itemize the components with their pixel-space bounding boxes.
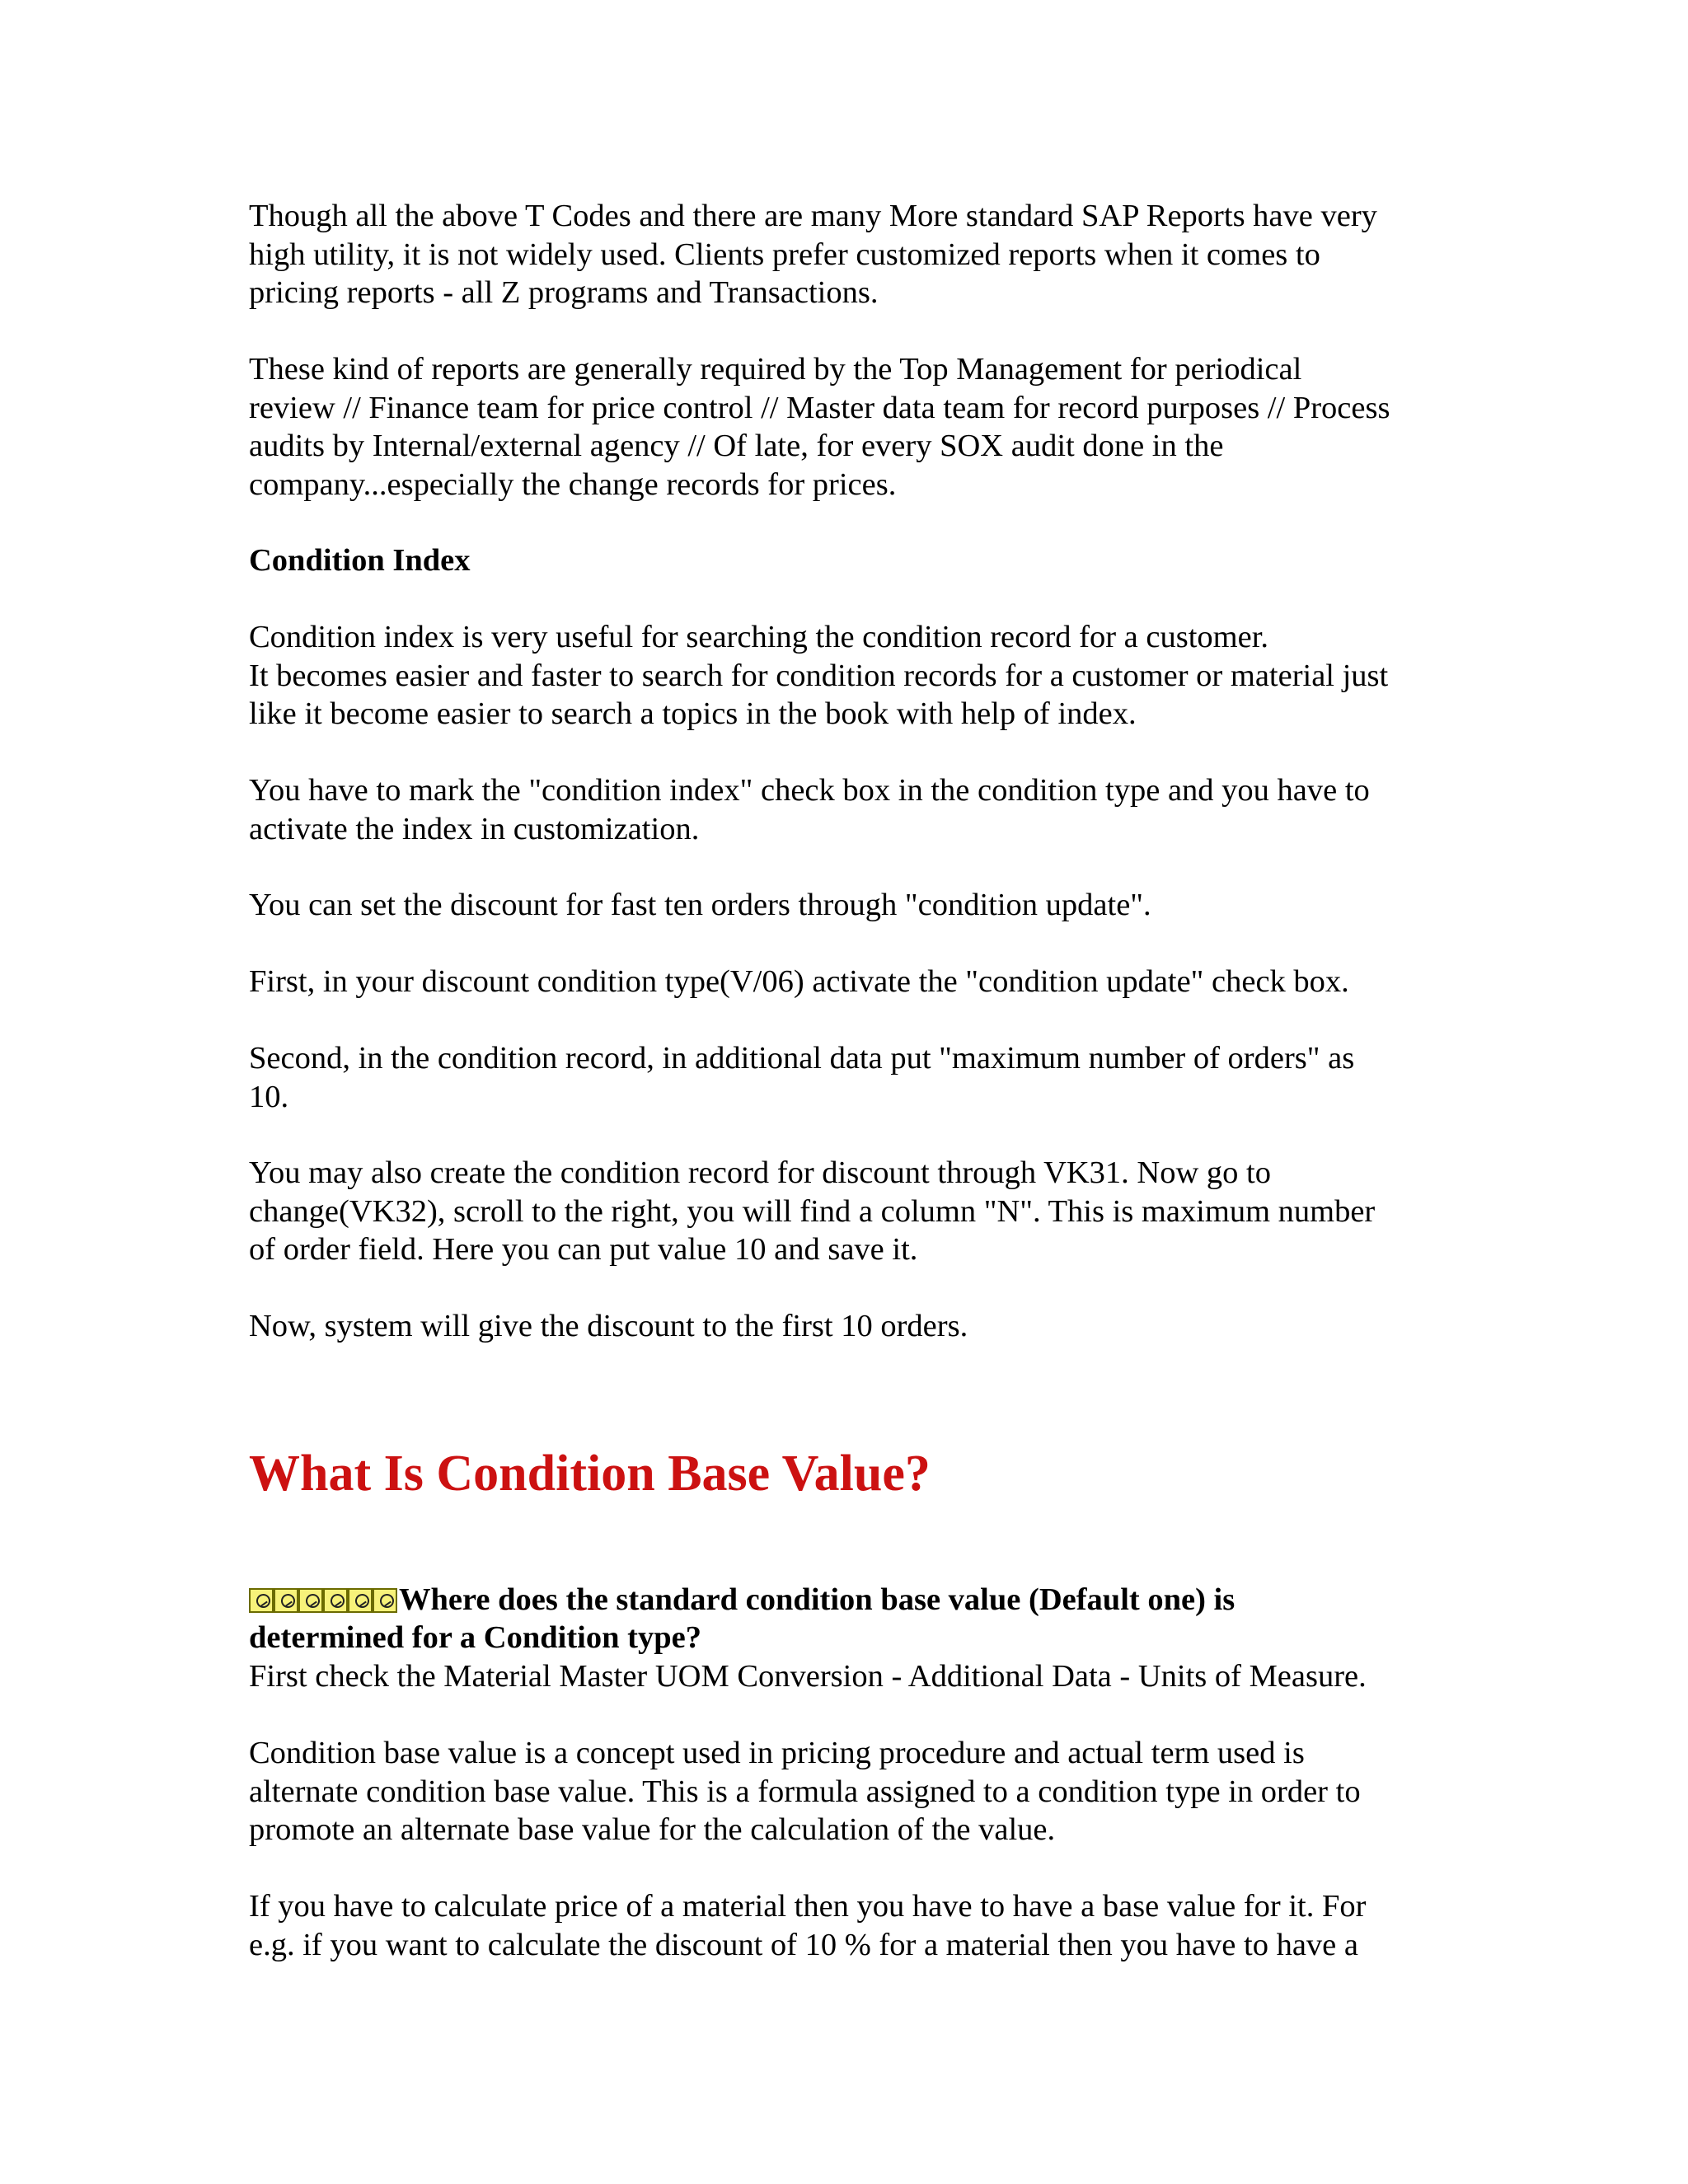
- rating-icon: [373, 1588, 397, 1613]
- rating-icon-strip: [249, 1584, 397, 1612]
- paragraph-base-value-example: If you have to calculate price of a material then you have to have a base value for it. For e.g. if you want to calculate the discount of 10 % for a material then you have to have a: [249, 1889, 1367, 1962]
- section-title: What Is Condition Base Value?: [249, 1446, 931, 1502]
- paragraph-condition-index-checkbox: You have to mark the "condition index" check box in the condition type and you have to activate the index in customization.: [249, 773, 1370, 846]
- rating-icon: [323, 1588, 348, 1613]
- paragraph-base-value-concept: Condition base value is a concept used in pricing procedure and actual term used is alternate condition base value. This is a formula assigned to a condition type in order to promote an alternate base value for the calculation of the value.: [249, 1736, 1361, 1847]
- paragraph-uom-conversion: First check the Material Master UOM Conversion - Additional Data - Units of Measure.: [249, 1659, 1367, 1694]
- paragraph-first-ten-orders: Now, system will give the discount to the first 10 orders.: [249, 1309, 968, 1343]
- paragraph-reports-utility: Though all the above T Codes and there are many More standard SAP Reports have very high utility, it is not widely used. Clients prefer customized reports when it comes to pricing reports - all Z programs and Transactions.: [249, 199, 1377, 310]
- rating-icon: [348, 1588, 373, 1613]
- rating-icon: [274, 1588, 298, 1613]
- condition-index-heading: Condition Index: [249, 543, 471, 578]
- paragraph-step-second: Second, in the condition record, in additional data put "maximum number of orders" as 10.: [249, 1041, 1355, 1114]
- question-block: [249, 1542, 1452, 1657]
- rating-icon: [298, 1588, 323, 1613]
- paragraph-vk31-vk32: You may also create the condition record for discount through VK31. Now go to change(VK32), scroll to the right, you will find a column "N". This is maximum number of order field. Here you can put value 10 and save it.: [249, 1155, 1376, 1267]
- paragraph-condition-index-intro: Condition index is very useful for searching the condition record for a customer. It becomes easier and faster to search for condition records for a customer or material just like it become easier to search a topics in the book with help of index.: [249, 620, 1389, 731]
- question-text: Where does the standard condition base value (Default one) is determined for a Condition type?: [249, 1582, 1236, 1655]
- paragraph-condition-update: You can set the discount for fast ten orders through "condition update".: [249, 888, 1151, 922]
- paragraph-step-first: First, in your discount condition type(V/06) activate the "condition update" check box.: [249, 964, 1349, 999]
- rating-icon: [249, 1588, 274, 1613]
- paragraph-reports-audience: These kind of reports are generally required by the Top Management for periodical review // Finance team for price control // Master data team for record purposes // Process audits by Internal/external agency // Of late, for every SOX audit done in the company...especially the change records for prices.: [249, 352, 1390, 502]
